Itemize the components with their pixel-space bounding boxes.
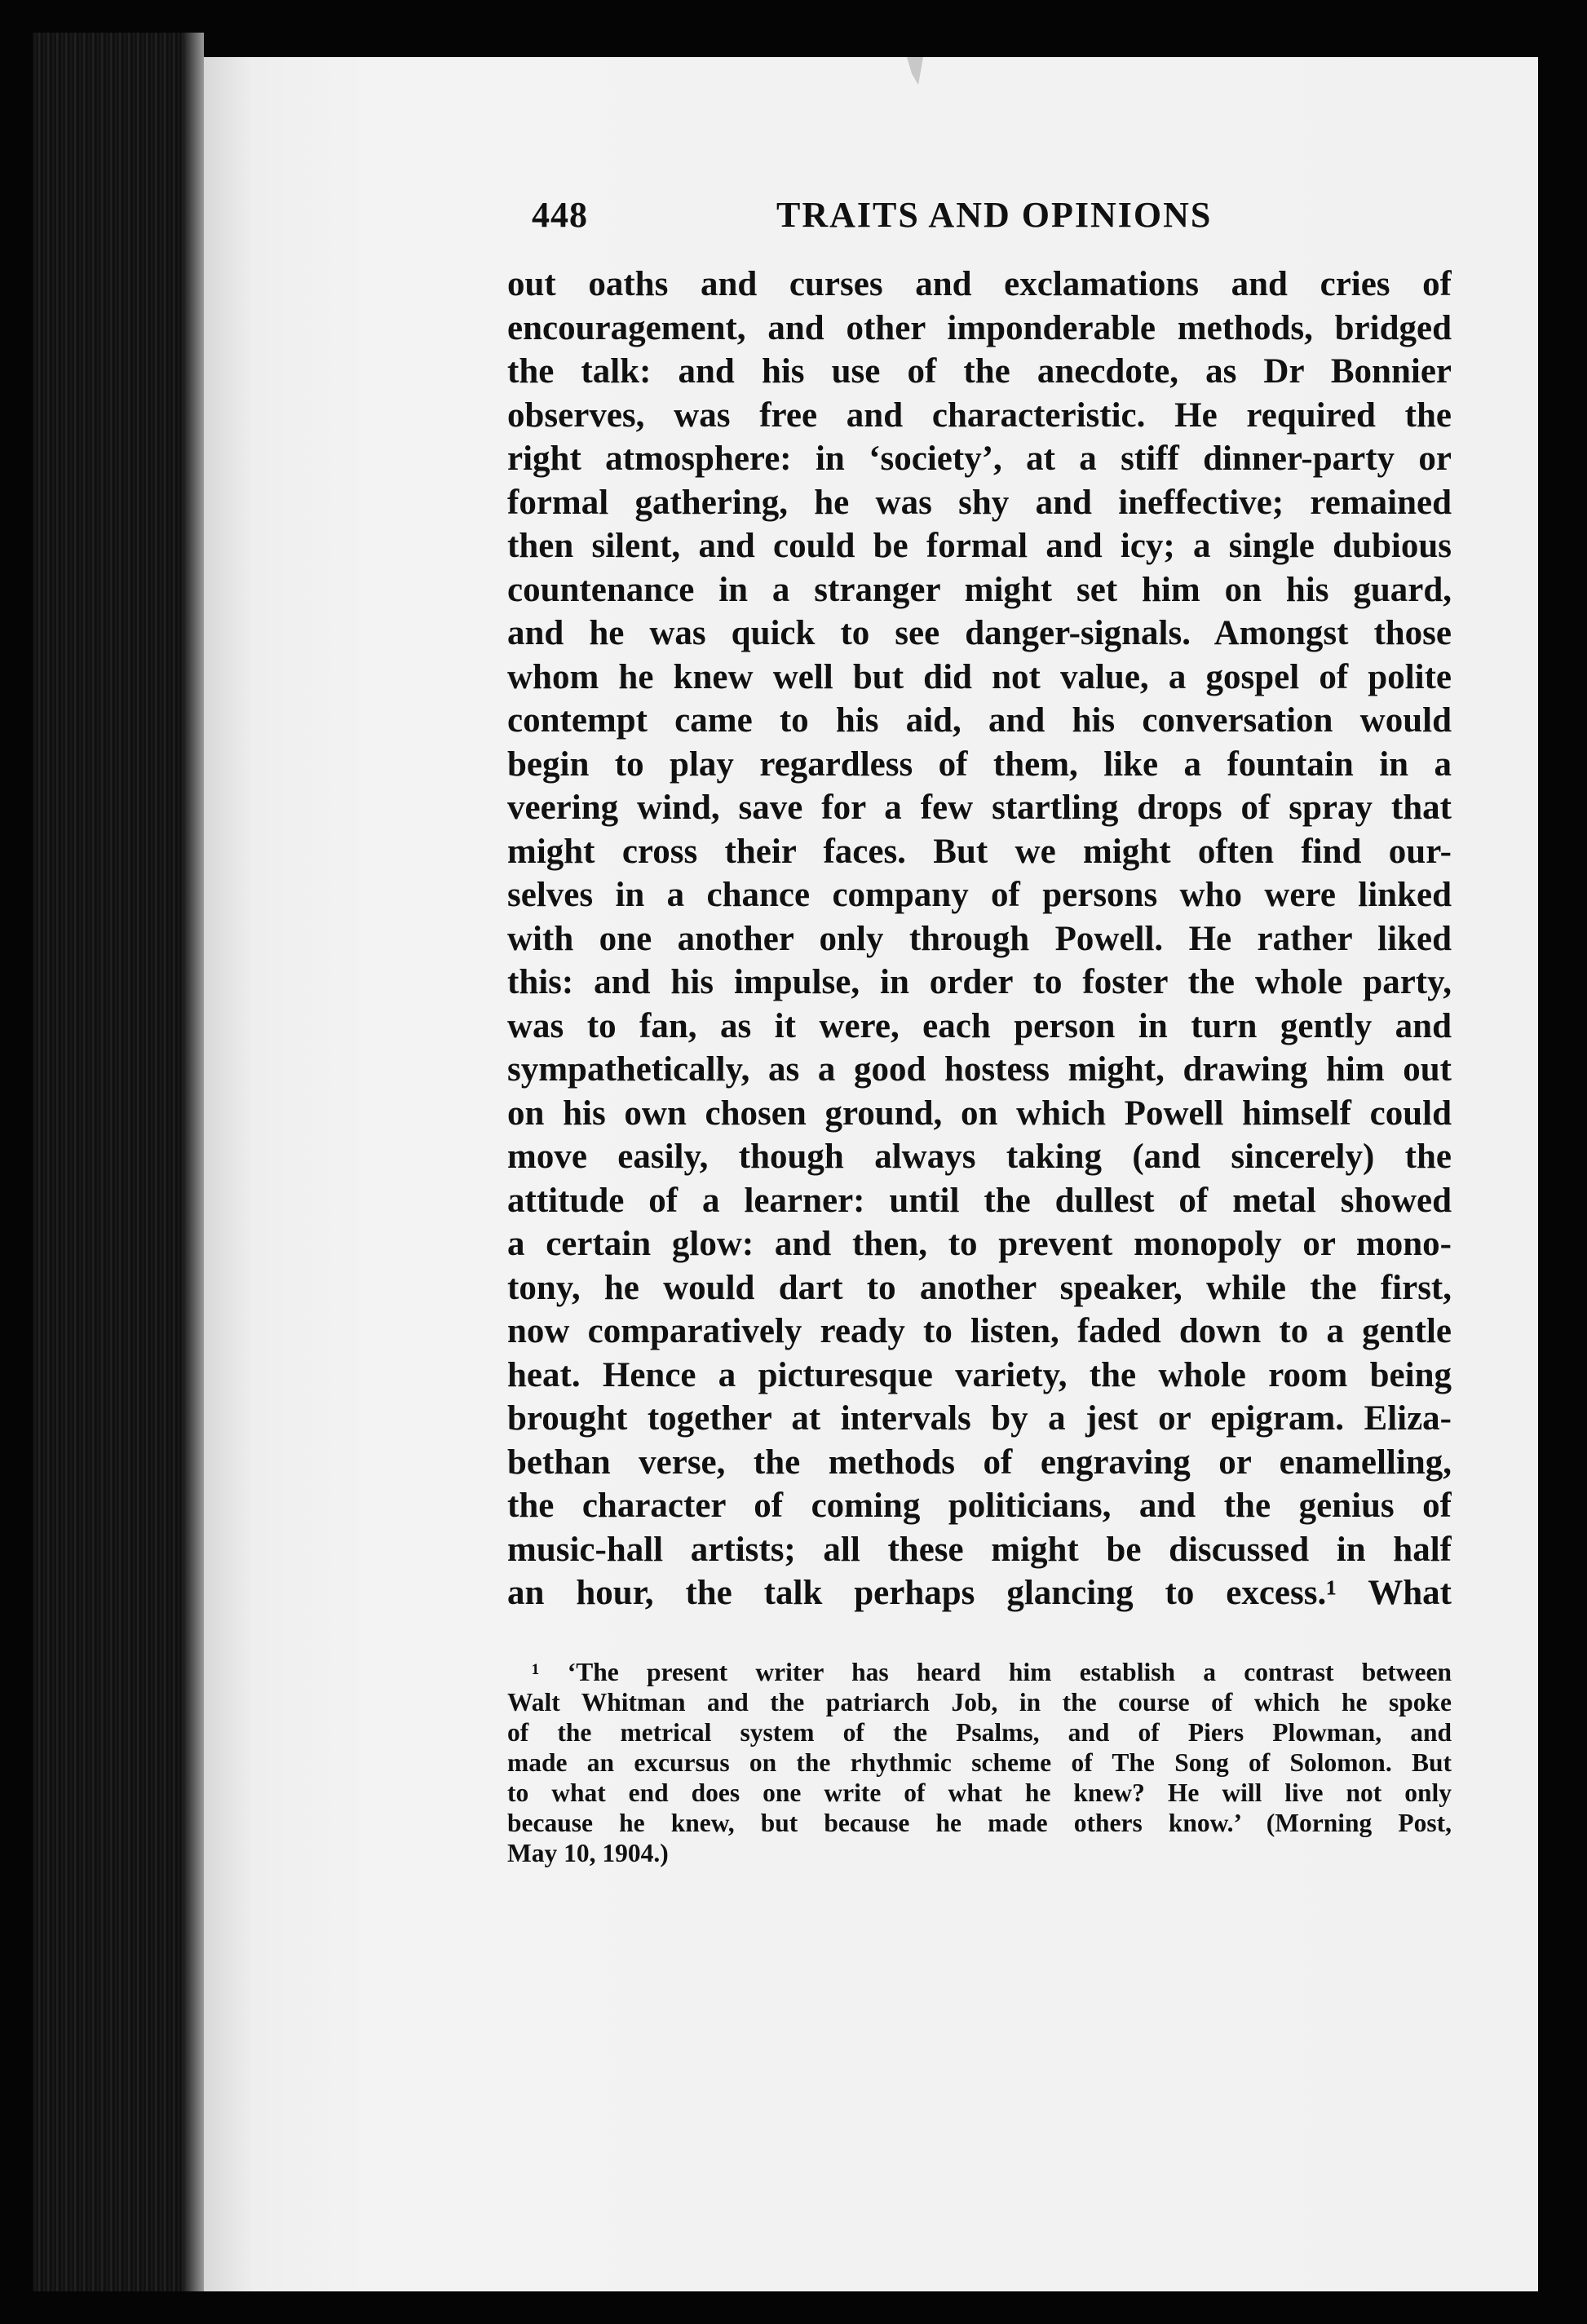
body-line: formal gathering, he was shy and ineffective; remained [507, 483, 1452, 522]
body-line: on his own chosen ground, on which Powell himself could [507, 1094, 1452, 1133]
body-line: with one another only through Powell. He rather liked [507, 919, 1452, 958]
footnote-line: of the metrical system of the Psalms, and of Piers Plowman, and [507, 1718, 1452, 1747]
footnote-line: May 10, 1904.) [507, 1839, 669, 1867]
body-line: was to fan, as it were, each person in turn gently and [507, 1006, 1452, 1045]
body-line: a certain glow: and then, to prevent monopoly or mono- [507, 1225, 1452, 1263]
body-line: whom he knew well but did not value, a gospel of polite [507, 657, 1452, 696]
body-line: observes, was free and characteristic. He required the [507, 395, 1452, 435]
footnote [507, 1657, 1452, 1868]
body-line: then silent, and could be formal and icy; a single dubious [507, 527, 1452, 565]
body-line: veering wind, save for a few startling drops of spray that [507, 789, 1452, 827]
footnote-line: to what end does one write of what he knew? He will live not only [507, 1778, 1452, 1807]
body-line: and he was quick to see danger-signals. Amongst those [507, 614, 1452, 652]
body-line: tony, he would dart to another speaker, while the first, [507, 1268, 1452, 1307]
body-line: might cross their faces. But we might often find our- [507, 832, 1452, 871]
footnote-line: ¹ ‘The present writer has heard him establish a contrast between [532, 1658, 1452, 1686]
body-line: the character of coming politicians, and the genius of [507, 1487, 1452, 1525]
body-line: right atmosphere: in ‘society’, at a stiff dinner-party or [507, 440, 1452, 478]
body-line: bethan verse, the methods of engraving or enamelling, [507, 1443, 1452, 1482]
body-line: encouragement, and other imponderable methods, bridged [507, 308, 1452, 347]
footnote-line: made an excursus on the rhythmic scheme of The Song of Solomon. But [507, 1748, 1452, 1777]
body-line: selves in a chance company of persons who were linked [507, 876, 1452, 914]
footnote-line: Walt Whitman and the patriarch Job, in the course of which he spoke [507, 1688, 1452, 1716]
body-line: attitude of a learner: until the dullest of metal showed [507, 1181, 1452, 1220]
body-line: begin to play regardless of them, like a fountain in a [507, 744, 1452, 784]
body-line: heat. Hence a picturesque variety, the whole room being [507, 1355, 1452, 1394]
body-line: this: and his impulse, in order to foster the whole party, [507, 963, 1452, 1001]
running-head: TRAITS AND OPINIONS [776, 195, 1213, 235]
body-line: move easily, though always taking (and sincerely) the [507, 1138, 1452, 1176]
footnote-line: because he knew, but because he made others know.’ (Morning Post, [507, 1809, 1452, 1837]
book-page-edges [33, 33, 204, 2291]
body-text [507, 263, 1452, 1615]
body-line: brought together at intervals by a jest or epigram. Eliza- [507, 1399, 1452, 1438]
body-line: countenance in a stranger might set him on his guard, [507, 570, 1452, 609]
page-header [532, 194, 1231, 243]
body-line: contempt came to his aid, and his conversation would [507, 701, 1452, 740]
body-line: the talk: and his use of the anecdote, as Dr Bonnier [507, 352, 1452, 391]
page-number: 448 [532, 195, 588, 235]
body-line: sympathetically, as a good hostess might, drawing him out [507, 1050, 1452, 1089]
body-line: now comparatively ready to listen, faded down to a gentle [507, 1312, 1452, 1350]
paper-blemish [907, 57, 923, 85]
body-line: music-hall artists; all these might be discussed in half [507, 1530, 1452, 1569]
body-line: an hour, the talk perhaps glancing to excess.¹ What [507, 1574, 1452, 1612]
body-line: out oaths and curses and exclamations and cries of [507, 265, 1452, 303]
